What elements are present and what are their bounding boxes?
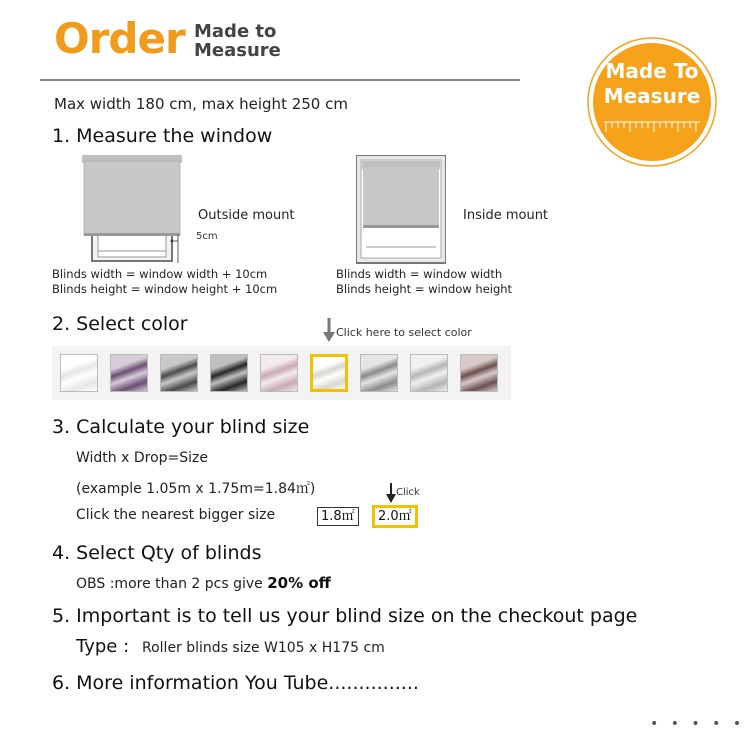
made-line1: Made to — [194, 21, 277, 42]
step3-title: 3. Calculate your blind size — [52, 416, 310, 438]
made-to-measure-heading — [194, 22, 281, 60]
order-heading: Order — [54, 14, 185, 63]
size-instruction: Click the nearest bigger size — [76, 507, 276, 523]
color-swatch-white[interactable] — [60, 354, 98, 392]
size-option-1-8[interactable]: 1.8㎡ — [317, 507, 359, 526]
size-formula: Width x Drop=Size — [76, 450, 209, 466]
color-swatch-light-grey[interactable] — [410, 354, 448, 392]
step6-title: 6. More information You Tube............... — [52, 672, 419, 694]
inside-height-formula: Blinds height = window height — [336, 282, 513, 296]
type-label: Type : — [76, 636, 130, 657]
outside-height-formula: Blinds height = window height + 10cm — [52, 282, 278, 296]
color-swatch-pink[interactable] — [260, 354, 298, 392]
color-swatch-cream[interactable] — [310, 354, 348, 392]
offset-label: 5cm — [196, 231, 218, 242]
inside-width-formula: Blinds width = window width — [336, 267, 503, 281]
inside-mount-window-illustration — [356, 155, 446, 265]
badge-line1: Made To — [605, 59, 699, 83]
made-line2: Measure — [194, 40, 281, 61]
step4-title: 4. Select Qty of blinds — [52, 542, 262, 564]
badge-line2: Measure — [603, 84, 701, 108]
step2-title: 2. Select color — [52, 313, 188, 335]
step5-title: 5. Important is to tell us your blind size on the checkout page — [52, 605, 638, 627]
outside-width-formula: Blinds width = window width + 10cm — [52, 267, 268, 281]
down-arrow-icon — [386, 483, 396, 503]
discount-note — [76, 574, 331, 592]
header-divider — [40, 79, 520, 81]
color-swatch-purple[interactable] — [110, 354, 148, 392]
color-swatch-dark-grey[interactable] — [160, 354, 198, 392]
max-size-text: Max width 180 cm, max height 250 cm — [54, 95, 348, 113]
outside-mount-window-illustration — [82, 155, 182, 265]
type-example: Roller blinds size W105 x H175 cm — [142, 640, 385, 656]
inside-mount-label: Inside mount — [463, 208, 549, 223]
discount-prefix: OBS :more than 2 pcs give — [76, 576, 268, 592]
select-color-hint: Click here to select color — [336, 326, 472, 339]
click-hint: Click — [396, 487, 420, 498]
color-swatch-row — [52, 346, 511, 400]
made-to-measure-badge — [586, 36, 718, 168]
size-option-2-0[interactable]: 2.0㎡ — [372, 505, 418, 528]
size-example: (example 1.05m x 1.75m=1.84㎡) — [76, 481, 316, 497]
outside-mount-label: Outside mount — [198, 208, 295, 223]
color-swatch-black[interactable] — [210, 354, 248, 392]
page-dots: • • • • • — [650, 716, 746, 732]
discount-value: 20% off — [267, 574, 331, 592]
inside-mount-formula — [336, 267, 512, 297]
step1-title: 1. Measure the window — [52, 125, 273, 147]
down-arrow-icon — [323, 318, 335, 342]
color-swatch-grey[interactable] — [360, 354, 398, 392]
outside-mount-formula — [52, 267, 277, 297]
color-swatch-brown[interactable] — [460, 354, 498, 392]
